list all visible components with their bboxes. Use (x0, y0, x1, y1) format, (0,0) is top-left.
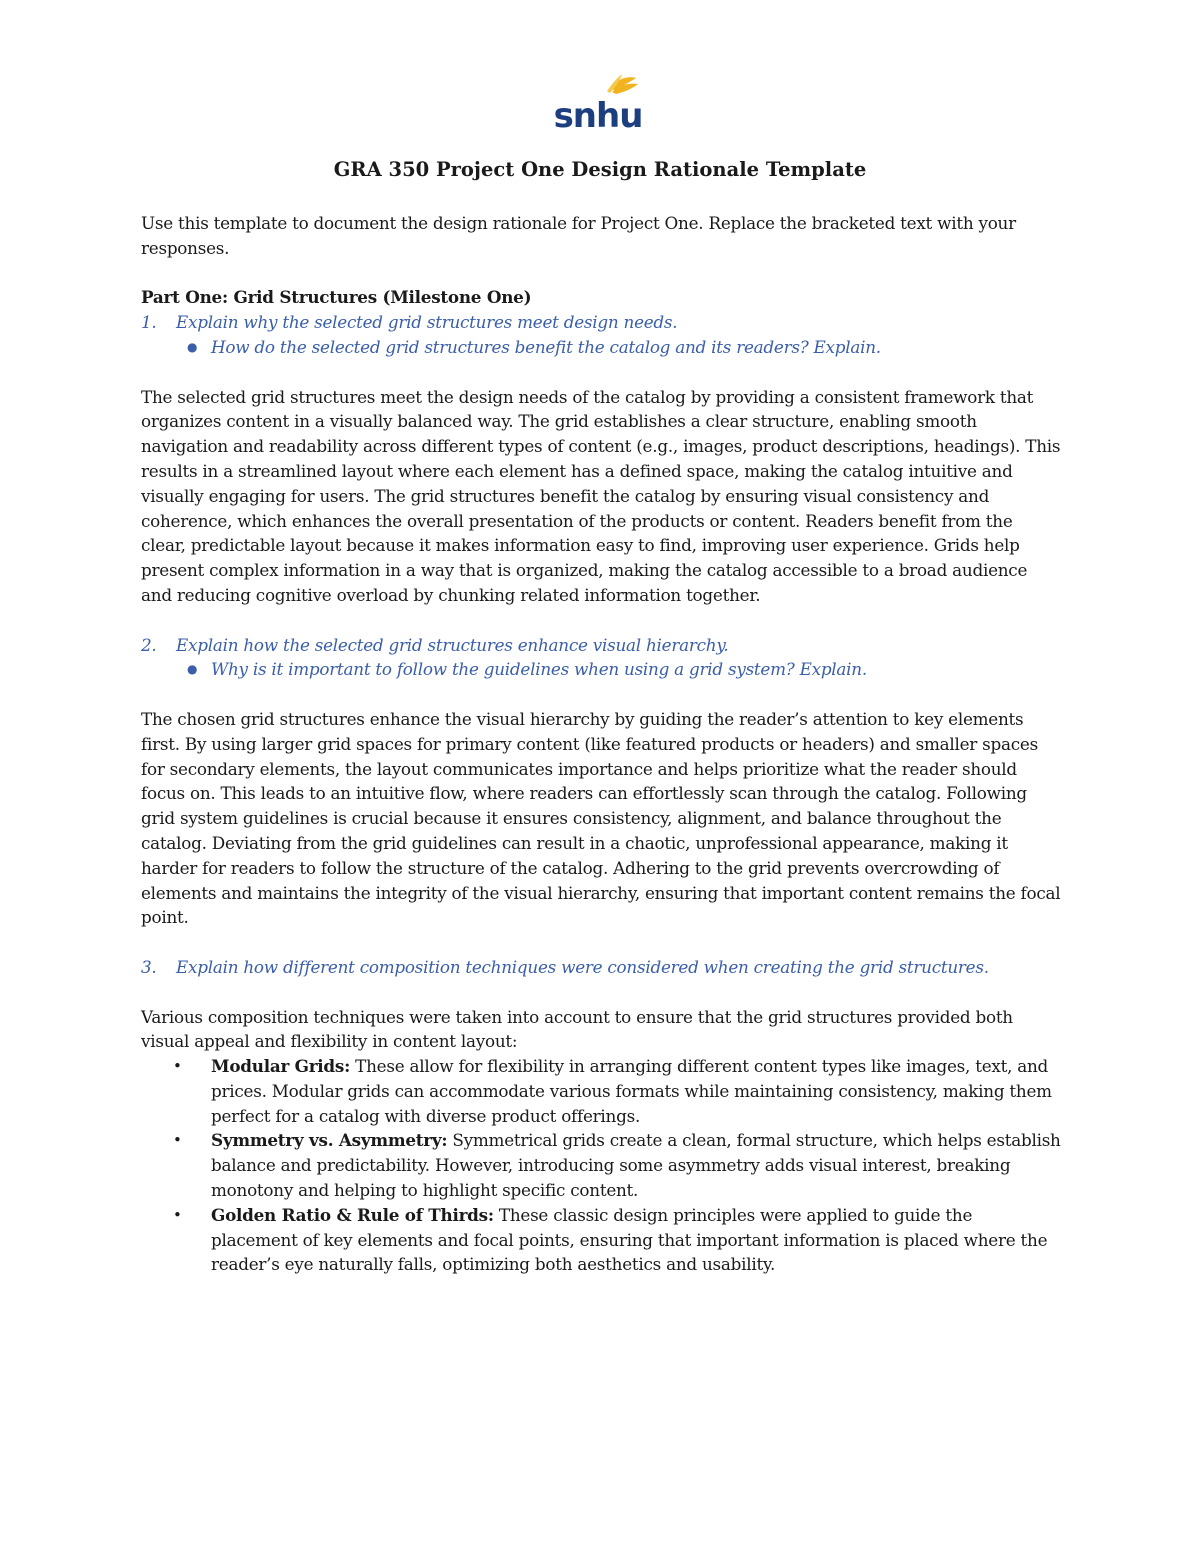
question-number: 2. (141, 634, 157, 655)
answer-3: Various composition techniques were taken into account to ensure that the grid structures provided both visual appeal and flexibility in content layout: (141, 1006, 1013, 1052)
snhu-logo-text: snhu (553, 96, 643, 134)
intro-paragraph: Use this template to document the design rationale for Project One. Replace the bracketed text with your responses. (141, 213, 1016, 258)
bullet-icon: • (173, 1205, 182, 1224)
technique-text: These classic design principles were applied to guide the placement of key elements and focal points, ensuring that important information is placed where the reader’s eye naturally falls, optimizing both aesthetics and usability. (211, 1204, 1048, 1275)
snhu-logo (552, 74, 644, 134)
technique-term: Modular Grids: (211, 1056, 351, 1077)
question-number: 3. (141, 956, 157, 977)
sub-question-text: Why is it important to follow the guidelines when using a grid system? Explain. (211, 659, 867, 680)
question-2 (141, 633, 1061, 658)
question-1-sub (141, 335, 1061, 360)
question-number: 1. (141, 312, 157, 333)
technique-item (141, 1054, 1061, 1128)
part-heading: Part One: Grid Structures (Milestone One) (141, 287, 532, 308)
question-text: Explain why the selected grid structures meet design needs. (176, 312, 678, 333)
technique-item (141, 1128, 1061, 1202)
technique-term: Symmetry vs. Asymmetry: (211, 1130, 448, 1151)
question-3 (141, 955, 1061, 980)
bullet-icon: • (173, 1131, 182, 1150)
question-text: Explain how the selected grid structures enhance visual hierarchy. (176, 634, 729, 655)
answer-2: The chosen grid structures enhance the visual hierarchy by guiding the reader’s attention to key elements first. By using larger grid spaces for primary content (like featured products or headers) and smaller spaces for secondary elements, the layout communicates importance and helps prioritize what the reader should focus on. This leads to an intuitive flow, where readers can effortlessly scan through the catalog. Following grid system guidelines is crucial because it ensures consistency, alignment, and balance throughout the catalog. Deviating from the grid guidelines can result in a chaotic, unprofessional appearance, making it harder for readers to follow the structure of the catalog. Adhering to the grid prevents overcrowding of elements and maintains the integrity of the visual hierarchy, ensuring that important content remains the focal point. (141, 708, 1061, 928)
answer-1: The selected grid structures meet the design needs of the catalog by providing a consistent framework that organizes content in a visually balanced way. The grid establishes a clear structure, enabling smooth navigation and readability across different types of content (e.g., images, product descriptions, headings). This results in a streamlined layout where each element has a defined space, making the catalog intuitive and visually engaging for users. The grid structures benefit the catalog by ensuring visual consistency and coherence, which enhances the overall presentation of the products or content. Readers benefit from the clear, predictable layout because it makes information easy to find, improving user experience. Grids help present complex information in a way that is organized, making the catalog accessible to a broad audience and reducing cognitive overload by chunking related information together. (141, 386, 1061, 605)
bullet-icon: • (173, 1057, 182, 1076)
question-text: Explain how different composition techniques were considered when creating the grid structures. (176, 956, 989, 977)
sub-question-text: How do the selected grid structures benefit the catalog and its readers? Explain. (211, 336, 881, 357)
question-1 (141, 310, 1061, 335)
technique-text: Symmetrical grids create a clean, formal structure, which helps establish balance and predictability. However, introducing some asymmetry adds visual interest, breaking monotony and helping to highlight specific content. (211, 1130, 1061, 1201)
snhu-logo-graphic (552, 74, 644, 134)
technique-text: These allow for flexibility in arranging different content types like images, text, and prices. Modular grids can accommodate various formats while maintaining consistency, making them perfect for a catalog with diverse product offerings. (211, 1056, 1052, 1126)
page-title: GRA 350 Project One Design Rationale Template (333, 158, 867, 181)
bullet-icon: ● (187, 662, 198, 677)
bullet-icon: ● (187, 339, 198, 354)
technique-term: Golden Ratio & Rule of Thirds: (211, 1204, 494, 1225)
technique-item (141, 1203, 1061, 1277)
document-body (141, 211, 1061, 1277)
question-2-sub (141, 657, 1061, 682)
